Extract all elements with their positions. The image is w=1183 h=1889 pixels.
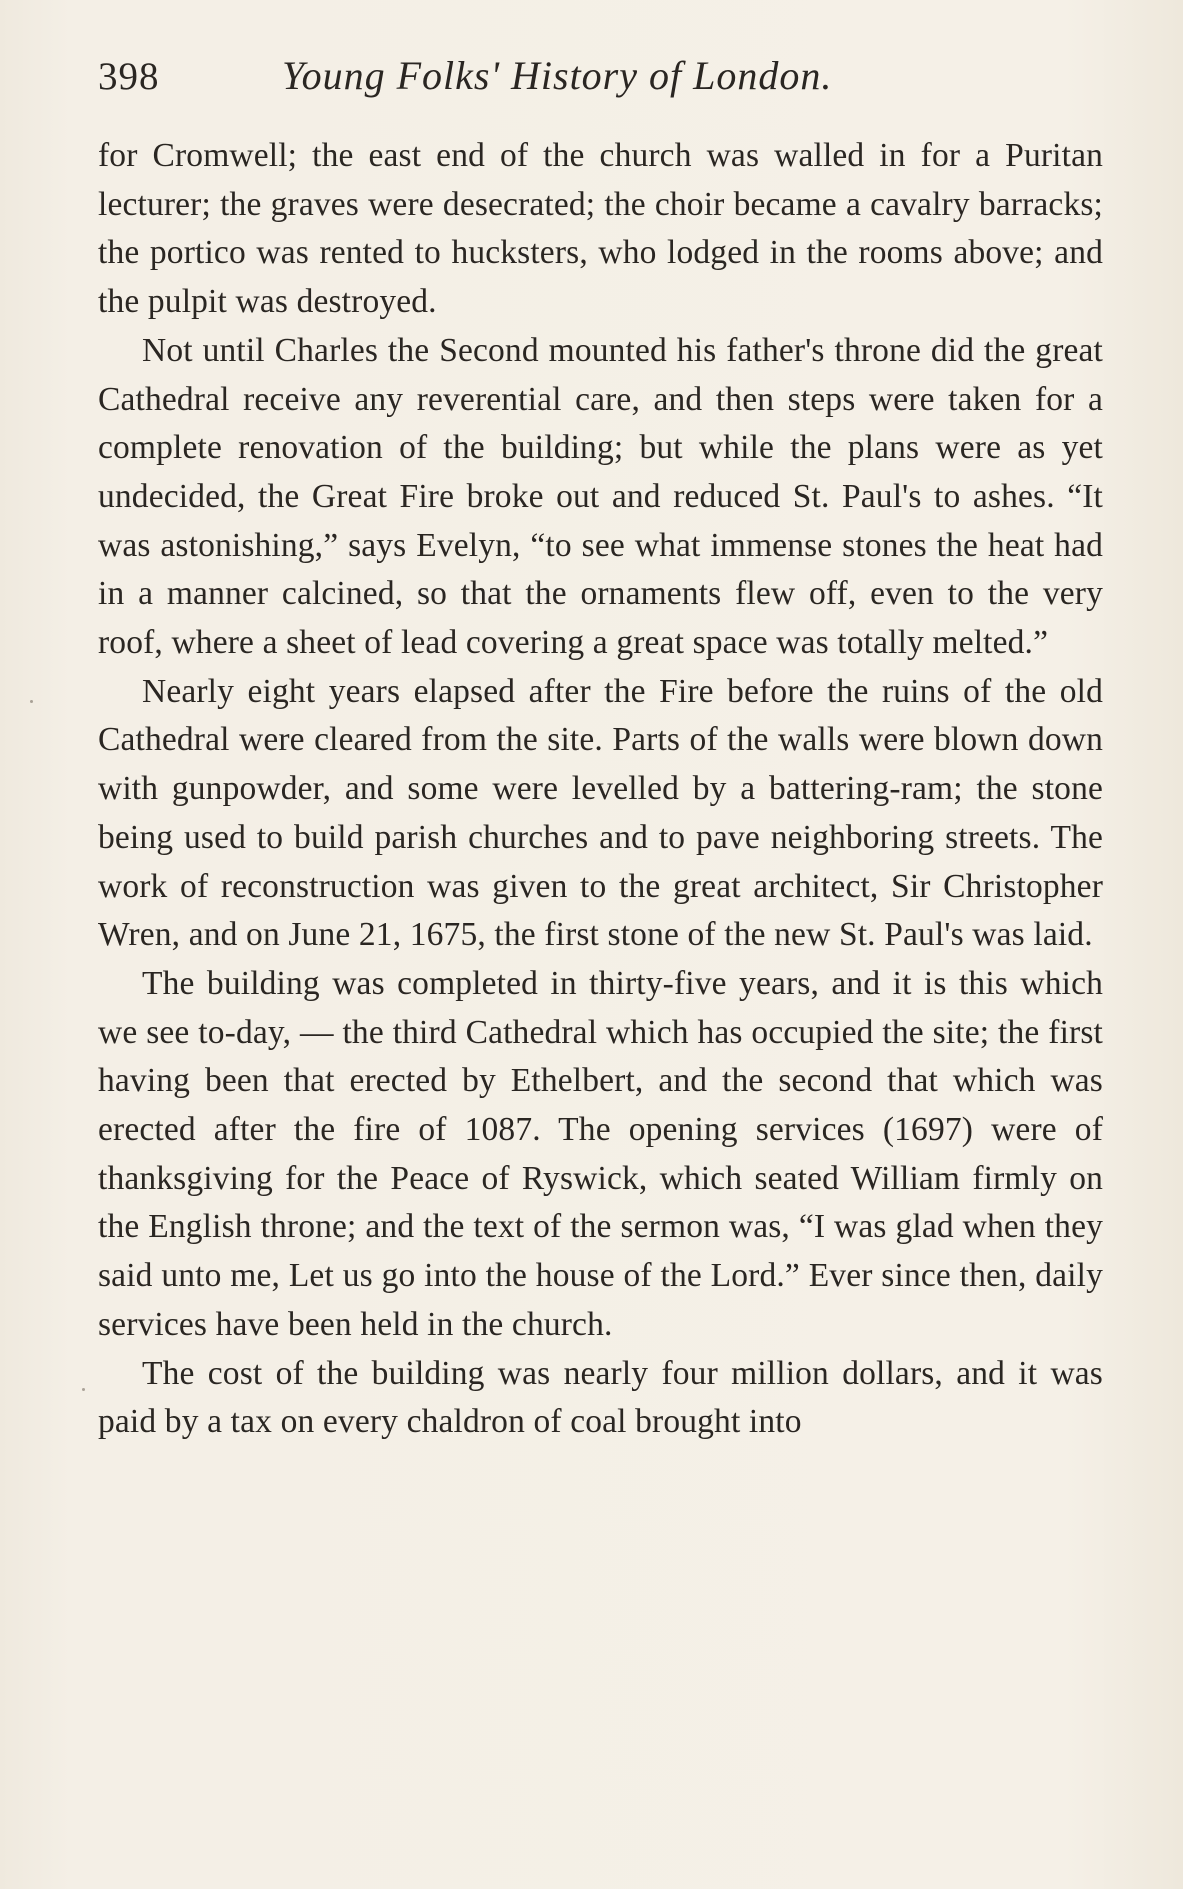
paper-speck bbox=[30, 700, 33, 703]
page-number: 398 bbox=[98, 55, 160, 98]
paragraph-2: Not until Charles the Second mounted his father's throne did the great Cathedral receive any reverential care, and then steps were taken for a complete renovation of the building; but while the plans were as yet undecided, the Great Fire broke out and reduced St. Paul's to ashes. “It was astonishing,” says Evelyn, “to see what immense stones the heat had in a manner calcined, so that the ornaments flew off, even to the very roof, where a sheet of lead covering a great space was totally melted.” bbox=[98, 331, 1103, 662]
running-title: Young Folks' History of London. bbox=[282, 53, 833, 98]
paragraph-4: The building was completed in thirty-five years, and it is this which we see to-day, — the third Cathedral which has occupied the site; the first having been that erected by Ethelbert, and the second that which was erected after the fire of 1087. The opening services (1697) were of thanksgiving for the Peace of Ryswick, which seated William firmly on the English throne; and the text of the sermon was, “I was glad when they said unto me, Let us go into the house of the Lord.” Ever since then, daily services have been held in the church. bbox=[98, 964, 1103, 1343]
paper-speck bbox=[82, 1388, 85, 1391]
paragraph-5: The cost of the building was nearly four million dollars, and it was paid by a tax on every chaldron of coal brought into bbox=[98, 1354, 1103, 1441]
paragraph-1: for Cromwell; the east end of the church was walled in for a Puritan lecturer; the graves were desecrated; the choir became a cavalry barracks; the portico was rented to hucksters, who lodged in the rooms above; and the pulpit was destroyed. bbox=[98, 137, 1103, 321]
running-head bbox=[98, 48, 1098, 108]
paragraph-3: Nearly eight years elapsed after the Fire before the ruins of the old Cathedral were cleared from the site. Parts of the walls were blown down with gunpowder, and some were levelled by a battering-ram; the stone being used to build parish churches and to pave neighboring streets. The work of reconstruction was given to the great architect, Sir Christopher Wren, and on June 21, 1675, the first stone of the new St. Paul's was laid. bbox=[98, 672, 1103, 954]
body-text bbox=[98, 132, 1103, 1447]
